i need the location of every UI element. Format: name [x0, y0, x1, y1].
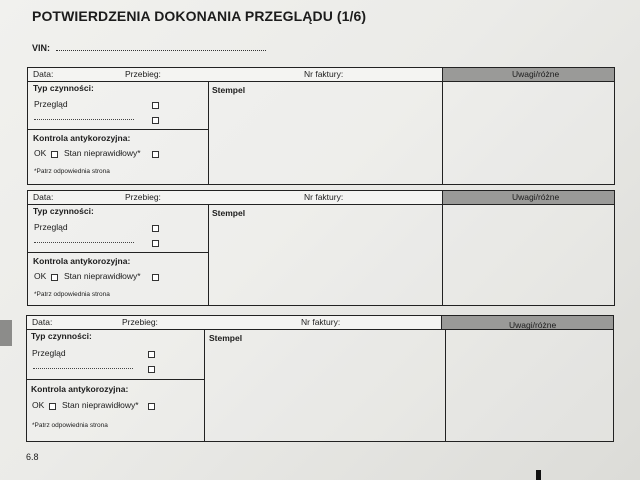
block-header [28, 68, 614, 82]
other-operation-line [34, 238, 134, 243]
remarks-label: Uwagi/różne [512, 192, 560, 202]
inspection-checkbox[interactable] [152, 225, 159, 232]
incorrect-state-label: Stan nieprawidłowy* [64, 148, 141, 158]
page-number: 6.8 [26, 452, 39, 462]
page-tab-marker [0, 320, 12, 346]
inspection-label: Przegląd [32, 348, 66, 358]
inspection-checkbox[interactable] [148, 351, 155, 358]
invoice-number-label: Nr faktury: [301, 317, 341, 327]
operation-type-box [27, 329, 204, 380]
remarks-area [442, 204, 614, 305]
remarks-area [442, 81, 614, 184]
vin-row [32, 42, 266, 53]
ok-label: OK [34, 148, 47, 158]
incorrect-state-checkbox[interactable] [148, 403, 155, 410]
footnote: *Patrz odpowiednia strona [32, 422, 108, 429]
date-label: Data: [33, 192, 54, 202]
operation-column [28, 204, 209, 305]
header-left-cell [28, 191, 442, 204]
other-operation-line [34, 115, 134, 120]
date-label: Data: [32, 317, 53, 327]
remarks-area [445, 329, 613, 441]
header-left-cell [28, 68, 442, 81]
ok-checkbox[interactable] [51, 151, 58, 158]
anticorrosion-label: Kontrola antykorozyjna: [33, 256, 131, 266]
confirmation-block-1 [27, 67, 615, 185]
ok-checkbox[interactable] [49, 403, 56, 410]
header-left-cell [27, 316, 441, 329]
invoice-number-label: Nr faktury: [304, 192, 344, 202]
other-operation-checkbox[interactable] [148, 366, 155, 373]
confirmation-block-2 [27, 190, 615, 306]
stamp-label: Stempel [212, 85, 246, 95]
footnote: *Patrz odpowiednia strona [34, 291, 110, 298]
footnote: *Patrz odpowiednia strona [34, 168, 110, 175]
mileage-label: Przebieg: [125, 192, 161, 202]
incorrect-state-checkbox[interactable] [152, 151, 159, 158]
print-mark [536, 470, 541, 480]
incorrect-state-label: Stan nieprawidłowy* [64, 271, 141, 281]
confirmation-block-3 [26, 315, 614, 442]
operation-column [28, 81, 209, 184]
operation-type-label: Typ czynności: [33, 206, 94, 216]
page-title: POTWIERDZENIA DOKONANIA PRZEGLĄDU (1/6) [32, 8, 367, 24]
vin-field [56, 42, 266, 51]
stamp-label: Stempel [212, 208, 246, 218]
inspection-label: Przegląd [34, 222, 68, 232]
other-operation-line [33, 364, 133, 369]
operation-type-label: Typ czynności: [31, 331, 92, 341]
date-label: Data: [33, 69, 54, 79]
vin-label: VIN: [32, 43, 50, 53]
mileage-label: Przebieg: [125, 69, 161, 79]
inspection-checkbox[interactable] [152, 102, 159, 109]
other-operation-checkbox[interactable] [152, 117, 159, 124]
block-header [28, 191, 614, 205]
ok-label: OK [32, 400, 45, 410]
remarks-label: Uwagi/różne [512, 69, 560, 79]
incorrect-state-label: Stan nieprawidłowy* [62, 400, 139, 410]
stamp-label: Stempel [209, 333, 243, 343]
ok-label: OK [34, 271, 47, 281]
mileage-label: Przebieg: [122, 317, 158, 327]
anticorrosion-label: Kontrola antykorozyjna: [33, 133, 131, 143]
block-header [27, 316, 613, 330]
inspection-label: Przegląd [34, 99, 68, 109]
invoice-number-label: Nr faktury: [304, 69, 344, 79]
operation-type-box [28, 81, 208, 130]
operation-type-label: Typ czynności: [33, 83, 94, 93]
other-operation-checkbox[interactable] [152, 240, 159, 247]
anticorrosion-label: Kontrola antykorozyjna: [31, 384, 129, 394]
incorrect-state-checkbox[interactable] [152, 274, 159, 281]
operation-type-box [28, 204, 208, 253]
remarks-label: Uwagi/różne [509, 320, 557, 330]
ok-checkbox[interactable] [51, 274, 58, 281]
operation-column [27, 329, 205, 441]
